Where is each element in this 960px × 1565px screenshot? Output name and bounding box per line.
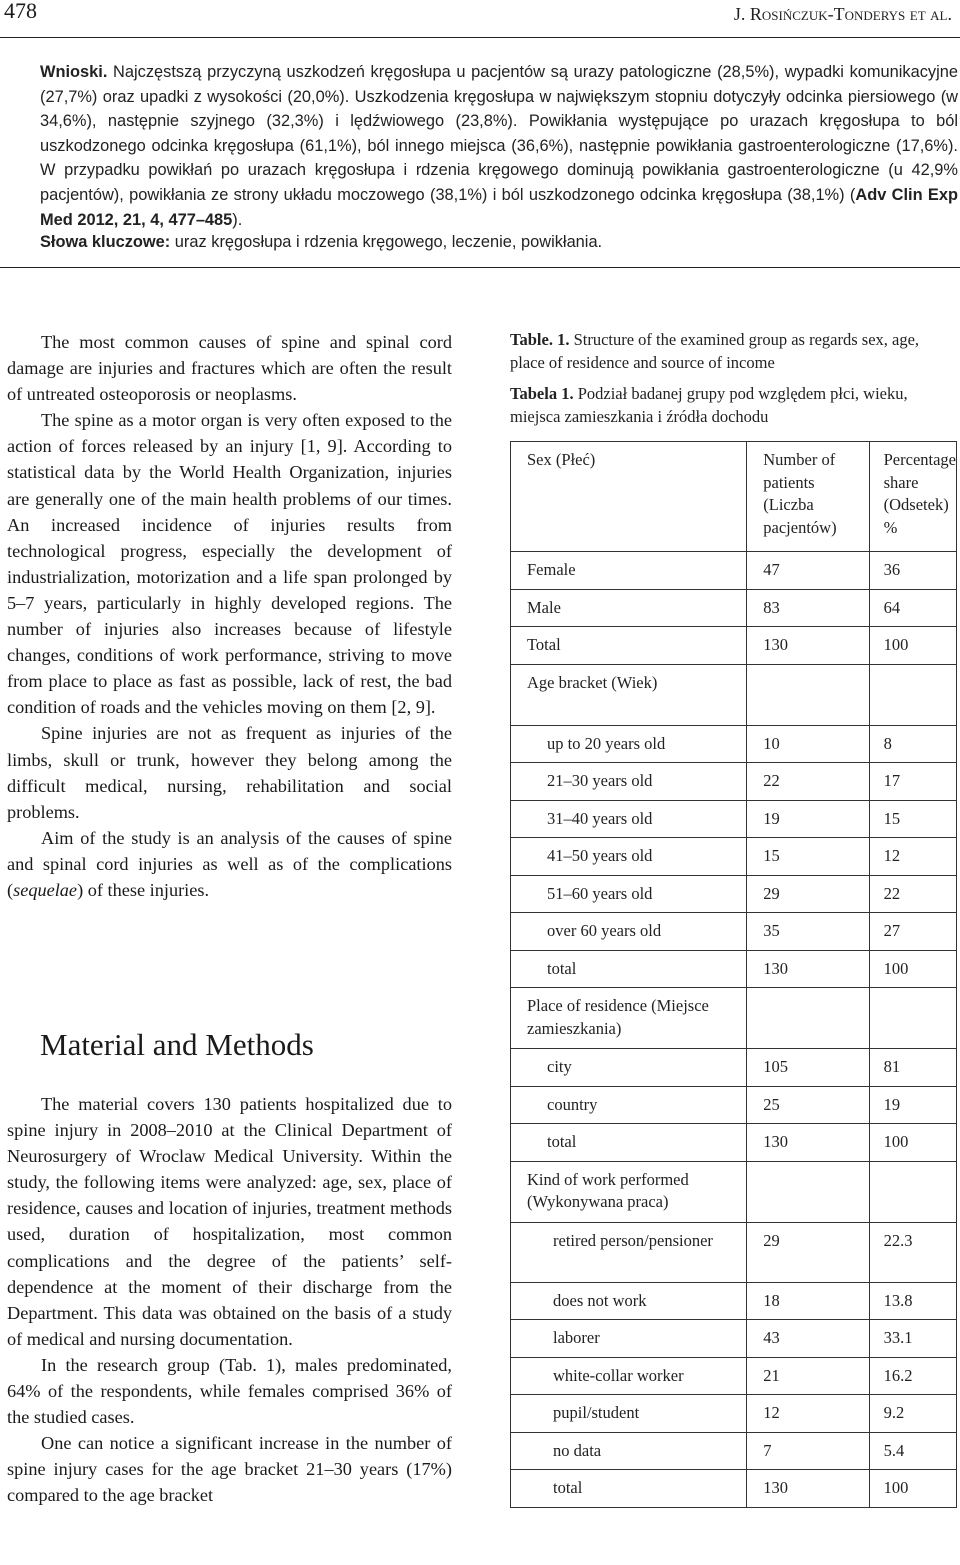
- table-row: [511, 950, 957, 988]
- cell-percentage: 100: [869, 627, 956, 665]
- cell-label: 21–30 years old: [511, 763, 747, 801]
- table-row: [511, 1357, 957, 1395]
- table-caption-en-text: Structure of the examined group as regards sex, age, place of residence and source of income: [510, 330, 920, 372]
- cell-number: 7: [747, 1432, 869, 1470]
- cell-label: city: [511, 1049, 747, 1087]
- cell-label: pupil/student: [511, 1395, 747, 1433]
- table-caption-pl-label: Tabela 1.: [510, 384, 574, 403]
- introduction-column: [7, 329, 452, 903]
- methods-paragraph-2: In the research group (Tab. 1), males predominated, 64% of the respondents, while females comprised 36% of the studied cases.: [7, 1354, 452, 1428]
- table-row: [511, 1395, 957, 1433]
- aim-text-end: ) of these injuries.: [77, 879, 210, 900]
- cell-number: 130: [747, 1470, 869, 1508]
- cell-percentage: 27: [869, 913, 956, 951]
- cell-label: does not work: [511, 1282, 747, 1320]
- cell-percentage: 22: [869, 875, 956, 913]
- table-group-row: [511, 664, 957, 725]
- cell-label: Age bracket (Wiek): [511, 664, 747, 725]
- cell-percentage: 100: [869, 1124, 956, 1162]
- cell-number: [747, 1161, 869, 1222]
- cell-label: retired person/pensioner: [511, 1222, 747, 1282]
- cell-percentage: 19: [869, 1086, 956, 1124]
- cell-label: laborer: [511, 1320, 747, 1358]
- table-row: [511, 838, 957, 876]
- cell-label: 41–50 years old: [511, 838, 747, 876]
- cell-percentage: 16.2: [869, 1357, 956, 1395]
- cell-number: 22: [747, 763, 869, 801]
- cell-percentage: 13.8: [869, 1282, 956, 1320]
- cell-label: Male: [511, 589, 747, 627]
- cell-percentage: 9.2: [869, 1395, 956, 1433]
- cell-number: 105: [747, 1049, 869, 1087]
- table-row: [511, 1086, 957, 1124]
- keywords-text: uraz kręgosłupa i rdzenia kręgowego, leczenie, powikłania.: [170, 233, 603, 251]
- aim-text: Aim of the study is an analysis of the causes of spine and spinal cord injuries as well as of the complications (: [7, 827, 452, 900]
- intro-paragraph-2: The spine as a motor organ is very often exposed to the action of forces released by an injury [1, 9]. According to statistical data by the World Health Organization, injuries are generally one of the main health problems of our times. An increased incidence of injuries results from technological progress, especially the development of industrialization, motorization and a life span prolonged by 5–7 years, particularly in highly developed regions. The number of injuries also increases because of lifestyle changes, conditions of work performance, striving to move from place to place as fast as possible, lack of rest, the bad condition of roads and the vehicles moving on them [2, 9].: [7, 410, 452, 718]
- cell-number: 130: [747, 950, 869, 988]
- conclusions-text-end: ).: [232, 210, 243, 229]
- cell-label: up to 20 years old: [511, 725, 747, 763]
- running-title: J. Rosińczuk-Tonderys et al.: [733, 4, 952, 24]
- cell-percentage: [869, 988, 956, 1049]
- cell-percentage: 64: [869, 589, 956, 627]
- cell-label: Place of residence (Miejsce zamieszkania): [511, 988, 747, 1049]
- cell-percentage: 100: [869, 1470, 956, 1508]
- cell-number: 83: [747, 589, 869, 627]
- table-group-row: [511, 988, 957, 1049]
- table-caption-pl: [510, 383, 955, 428]
- methods-paragraph-3: One can notice a significant increase in the number of spine injury cases for the age bracket 21–30 years (17%) compared to the age bracket: [7, 1433, 452, 1506]
- cell-label: total: [511, 1124, 747, 1162]
- cell-percentage: [869, 1161, 956, 1222]
- cell-label: country: [511, 1086, 747, 1124]
- page-number: 478: [4, 0, 37, 23]
- cell-percentage: 17: [869, 763, 956, 801]
- table-1: [510, 441, 957, 1508]
- cell-label: white-collar worker: [511, 1357, 747, 1395]
- cell-label: Female: [511, 552, 747, 590]
- cell-percentage: 12: [869, 838, 956, 876]
- table-row: [511, 1222, 957, 1282]
- cell-number: 12: [747, 1395, 869, 1433]
- header-rule: [0, 37, 960, 38]
- cell-percentage: 100: [869, 950, 956, 988]
- table-row: [511, 1124, 957, 1162]
- header-cell-sex: Sex (Płeć): [511, 442, 747, 552]
- cell-percentage: 33.1: [869, 1320, 956, 1358]
- methods-column: [7, 1091, 452, 1509]
- cell-label: Kind of work performed (Wykonywana praca): [511, 1161, 747, 1222]
- table-row: [511, 1432, 957, 1470]
- table-row: [511, 1282, 957, 1320]
- keywords-label: Słowa kluczowe:: [40, 233, 171, 251]
- keywords: [40, 233, 958, 252]
- cell-percentage: [869, 664, 956, 725]
- cell-percentage: 5.4: [869, 1432, 956, 1470]
- intro-paragraph-4: [7, 825, 452, 903]
- methods-paragraph-1: The material covers 130 patients hospitalized due to spine injury in 2008–2010 at the Clinical Department of Neurosurgery of Wroclaw Medical University. Within the study, the following items were analyzed: age, sex, place of residence, causes and location of injuries, treatment methods used, duration of hospitalization, most common complications and the degree of the patients’ self-dependence at the moment of their discharge from the Department. This data was obtained on the basis of a study of medical and nursing documentation.: [7, 1094, 452, 1349]
- table-row: [511, 800, 957, 838]
- abstract-citation: Adv Clin Exp Med 2012, 21, 4, 477–485: [40, 185, 958, 229]
- cell-number: 130: [747, 1124, 869, 1162]
- conclusions-label: Wnioski.: [40, 63, 108, 81]
- cell-label: Total: [511, 627, 747, 665]
- cell-number: 19: [747, 800, 869, 838]
- header-cell-percentage: Percentage share (Odsetek) %: [869, 442, 956, 552]
- cell-number: 43: [747, 1320, 869, 1358]
- cell-label: no data: [511, 1432, 747, 1470]
- table-row: [511, 552, 957, 590]
- table-row: [511, 763, 957, 801]
- cell-number: 130: [747, 627, 869, 665]
- cell-number: 10: [747, 725, 869, 763]
- cell-percentage: 81: [869, 1049, 956, 1087]
- cell-number: 15: [747, 838, 869, 876]
- table-row: [511, 875, 957, 913]
- table-header-row: [511, 442, 957, 552]
- table-row: [511, 627, 957, 665]
- cell-number: 18: [747, 1282, 869, 1320]
- intro-paragraph-1: The most common causes of spine and spinal cord damage are injuries and fractures which are often the result of untreated osteoporosis or neoplasms.: [7, 332, 452, 405]
- cell-number: 29: [747, 875, 869, 913]
- table-caption-en: [510, 329, 955, 374]
- section-title-material-methods: Material and Methods: [40, 1027, 314, 1062]
- table-group-row: [511, 1161, 957, 1222]
- cell-number: [747, 988, 869, 1049]
- header-cell-number: Number of patients (Liczba pacjentów): [747, 442, 869, 552]
- table-row: [511, 1049, 957, 1087]
- page-header: [0, 0, 960, 34]
- abstract-rule: [0, 267, 960, 268]
- cell-number: [747, 664, 869, 725]
- cell-percentage: 22.3: [869, 1222, 956, 1282]
- cell-number: 47: [747, 552, 869, 590]
- table-row: [511, 913, 957, 951]
- abstract-conclusions: [40, 60, 958, 232]
- cell-label: total: [511, 1470, 747, 1508]
- cell-number: 21: [747, 1357, 869, 1395]
- table-row: [511, 725, 957, 763]
- intro-paragraph-3: Spine injuries are not as frequent as injuries of the limbs, skull or trunk, however they belong among the difficult medical, nursing, rehabilitation and social problems.: [7, 723, 452, 822]
- cell-label: 51–60 years old: [511, 875, 747, 913]
- conclusions-text: Najczęstszą przyczyną uszkodzeń kręgosłupa u pacjentów są urazy patologiczne (28,5%), wypadki komunikacyjne (27,7%) oraz upadki z wysokości (20,0%). Uszkodzenia kręgosłupa w największym stopniu dotyczyły odcinka piersiowego (w 34,6%), następnie szyjnego (32,3%) i lędźwiowego (23,8%). Powikłania występujące po urazach kręgosłupa to ból uszkodzonego odcinka kręgosłupa (61,1%), ból innego miejsca (36,6%), następnie powikłania gastroenterologiczne (17,6%). W przypadku powikłań po urazach kręgosłupa i rdzenia kręgowego dominują powikłania gastroenterologiczne (u 42,9% pacjentów), powikłania ze strony układu moczowego (38,1%) i ból uszkodzonego odcinka kręgosłupa (38,1%) (: [40, 63, 958, 204]
- cell-percentage: 36: [869, 552, 956, 590]
- cell-label: over 60 years old: [511, 913, 747, 951]
- table-caption-pl-text: Podział badanej grupy pod względem płci, wieku, miejsca zamieszkania i źródła dochodu: [510, 384, 908, 426]
- cell-label: total: [511, 950, 747, 988]
- cell-label: 31–40 years old: [511, 800, 747, 838]
- cell-number: 35: [747, 913, 869, 951]
- table-body: [511, 442, 957, 1508]
- table-row: [511, 1320, 957, 1358]
- table-row: [511, 1470, 957, 1508]
- cell-number: 25: [747, 1086, 869, 1124]
- cell-number: 29: [747, 1222, 869, 1282]
- cell-percentage: 15: [869, 800, 956, 838]
- table-caption-en-label: Table. 1.: [510, 330, 570, 349]
- cell-percentage: 8: [869, 725, 956, 763]
- aim-emphasis: sequelae: [13, 879, 78, 900]
- table-row: [511, 589, 957, 627]
